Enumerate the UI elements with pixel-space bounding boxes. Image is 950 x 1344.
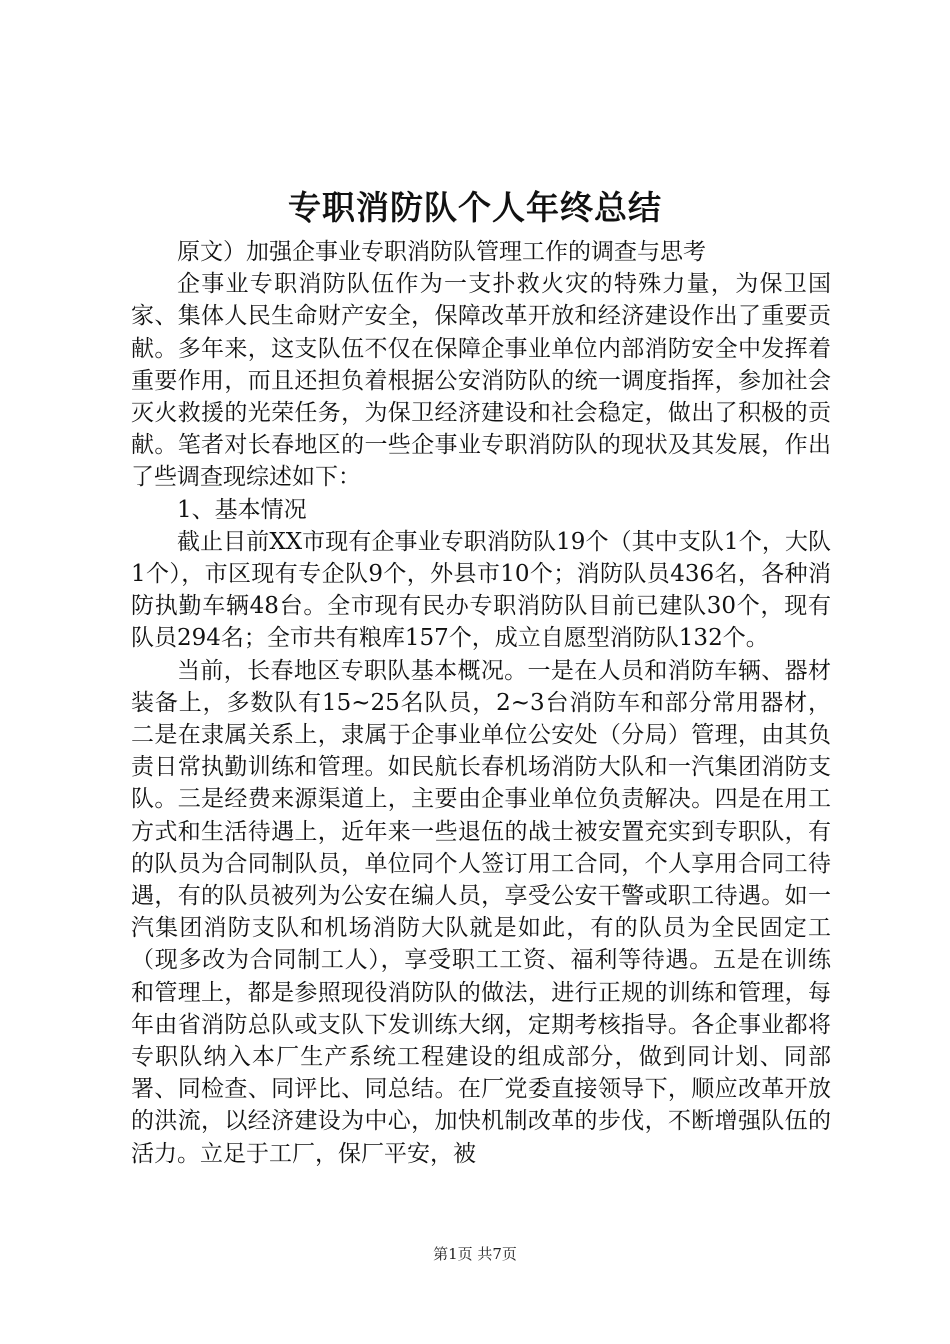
body-paragraph: 企事业专职消防队伍作为一支扑救火灾的特殊力量，为保卫国家、集体人民生命财产安全，保障改革开放和经济建设作出了重要贡献。多年来，这支队伍不仅在保障企事业单位内部消防安全中发挥着重要作用，而且还担负着根据公安消防队的统一调度指挥，参加社会灭火救援的光荣任务，为保卫经济建设和社会稳定，做出了积极的贡献。笔者对长春地区的一些企事业专职消防队的现状及其发展，作出了些调查现综述如下：: [131, 271, 831, 491]
body-paragraph: 原文）加强企事业专职消防队管理工作的调查与思考: [177, 239, 706, 265]
section-heading: 1、基本情况: [177, 496, 307, 523]
body-paragraph: 当前，长春地区专职队基本概况。一是在人员和消防车辆、器材装备上，多数队有15~25名队员，2~3台消防车和部分常用器材，二是在隶属关系上，隶属于企事业单位公安处（分局）管理，由其负责日常执勤训练和管理。如民航长春机场消防大队和一汽集团消防支队。三是经费来源渠道上，主要由企事业单位负责解决。四是在用工方式和生活待遇上，近年来一些退伍的战士被安置充实到专职队，有的队员为合同制队员，单位同个人签订用工合同，个人享用合同工待遇，有的队员被列为公安在编人员，享受公安干警或职工待遇。如一汽集团消防支队和机场消防大队就是如此，有的队员为全民固定工（现多改为合同制工人），享受职工工资、福利等待遇。五是在训练和管理上，都是参照现役消防队的做法，进行正规的训练和管理，每年由省消防总队或支队下发训练大纲，定期考核指导。各企事业都将专职队纳入本厂生产系统工程建设的组成部分，做到同计划、同部署、同检查、同评比、同总结。在厂党委直接领导下，顺应改革开放的洪流，以经济建设为中心，加快机制改革的步伐，不断增强队伍的活力。立足于工厂，保厂平安，被: [131, 657, 831, 1167]
document-title: 专职消防队个人年终总结: [288, 188, 662, 227]
page-number-footer: 第1页 共7页: [433, 1245, 517, 1263]
body-paragraph: 截止目前XX市现有企事业专职消防队19个（其中支队1个，大队1个），市区现有专企队9个，外县市10个；消防队员436名，各种消防执勤车辆48台。全市现有民办专职消防队目前已建队30个，现有队员294名；全市共有粮库157个，成立自愿型消防队132个。: [131, 528, 831, 652]
document-body: [131, 236, 831, 1170]
